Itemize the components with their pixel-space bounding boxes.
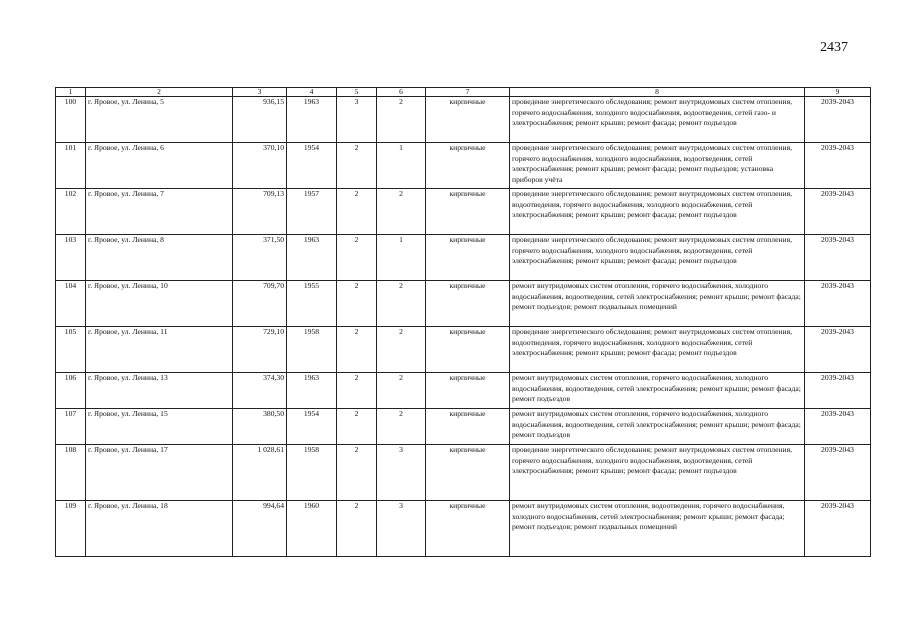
works-cell: проведение энергетического обследования; ремонт внутридомовых систем отопления, горячего водоснабжения, холодного водоснабжения, водоотведения, сетей газо- и электроснабжения; ремонт крыши; ремонт фасада; ремонт подъездов xyxy=(510,97,805,143)
table-row xyxy=(56,327,871,373)
entrances-cell: 2 xyxy=(377,409,426,445)
table-row xyxy=(56,235,871,281)
row-number: 104 xyxy=(56,281,86,327)
address-cell: г. Яровое, ул. Ленина, 13 xyxy=(86,373,233,409)
table-row xyxy=(56,501,871,557)
period-cell: 2039-2043 xyxy=(805,97,871,143)
row-number: 108 xyxy=(56,445,86,501)
works-cell: ремонт внутридомовых систем отопления, горячего водоснабжения, холодного водоснабжения, водоотведения, сетей электроснабжения; ремонт крыши; ремонт фасада; ремонт подъездов xyxy=(510,373,805,409)
year-cell: 1958 xyxy=(287,445,337,501)
area-cell: 1 028,61 xyxy=(233,445,287,501)
area-cell: 374,30 xyxy=(233,373,287,409)
area-cell: 371,50 xyxy=(233,235,287,281)
row-number: 109 xyxy=(56,501,86,557)
period-cell: 2039-2043 xyxy=(805,235,871,281)
material-cell: кирпичные xyxy=(426,445,510,501)
row-number: 102 xyxy=(56,189,86,235)
area-cell: 709,70 xyxy=(233,281,287,327)
address-cell: г. Яровое, ул. Ленина, 18 xyxy=(86,501,233,557)
floors-cell: 2 xyxy=(337,235,377,281)
year-cell: 1957 xyxy=(287,189,337,235)
year-cell: 1963 xyxy=(287,235,337,281)
year-cell: 1954 xyxy=(287,409,337,445)
column-header: 5 xyxy=(337,88,377,97)
row-number: 103 xyxy=(56,235,86,281)
entrances-cell: 2 xyxy=(377,189,426,235)
floors-cell: 2 xyxy=(337,143,377,189)
period-cell: 2039-2043 xyxy=(805,143,871,189)
address-cell: г. Яровое, ул. Ленина, 10 xyxy=(86,281,233,327)
column-header: 4 xyxy=(287,88,337,97)
address-cell: г. Яровое, ул. Ленина, 8 xyxy=(86,235,233,281)
row-number: 105 xyxy=(56,327,86,373)
floors-cell: 2 xyxy=(337,373,377,409)
works-cell: проведение энергетического обследования; ремонт внутридомовых систем отопления, горячего водоснабжения, холодного водоснабжения, водоотведения, сетей электроснабжения; ремонт крыши; ремонт фасада; ремонт подъездов; установка приборов учёта xyxy=(510,143,805,189)
column-header: 7 xyxy=(426,88,510,97)
column-header: 1 xyxy=(56,88,86,97)
material-cell: кирпичные xyxy=(426,97,510,143)
works-cell: ремонт внутридомовых систем отопления, водоотведения, горячего водоснабжения, холодного водоснабжения, сетей электроснабжения; ремонт крыши; ремонт фасада; ремонт подъездов; ремонт подвальных помещений xyxy=(510,501,805,557)
floors-cell: 3 xyxy=(337,97,377,143)
year-cell: 1963 xyxy=(287,373,337,409)
period-cell: 2039-2043 xyxy=(805,501,871,557)
entrances-cell: 2 xyxy=(377,97,426,143)
column-header: 3 xyxy=(233,88,287,97)
table-row xyxy=(56,445,871,501)
row-number: 100 xyxy=(56,97,86,143)
floors-cell: 2 xyxy=(337,281,377,327)
area-cell: 380,50 xyxy=(233,409,287,445)
table-row xyxy=(56,409,871,445)
area-cell: 936,15 xyxy=(233,97,287,143)
material-cell: кирпичные xyxy=(426,235,510,281)
year-cell: 1963 xyxy=(287,97,337,143)
period-cell: 2039-2043 xyxy=(805,327,871,373)
material-cell: кирпичные xyxy=(426,281,510,327)
period-cell: 2039-2043 xyxy=(805,409,871,445)
area-cell: 994,64 xyxy=(233,501,287,557)
works-cell: ремонт внутридомовых систем отопления, горячего водоснабжения, холодного водоснабжения, водоотведения, сетей электроснабжения; ремонт крыши; ремонт фасада; ремонт подъездов xyxy=(510,409,805,445)
works-cell: проведение энергетического обследования; ремонт внутридомовых систем отопления, водоотведения, горячего водоснабжения, холодного водоснабжения, сетей электроснабжения; ремонт крыши; ремонт фасада; ремонт подъездов xyxy=(510,189,805,235)
row-number: 107 xyxy=(56,409,86,445)
period-cell: 2039-2043 xyxy=(805,445,871,501)
area-cell: 729,10 xyxy=(233,327,287,373)
period-cell: 2039-2043 xyxy=(805,189,871,235)
table-row xyxy=(56,373,871,409)
year-cell: 1955 xyxy=(287,281,337,327)
year-cell: 1960 xyxy=(287,501,337,557)
area-cell: 709,13 xyxy=(233,189,287,235)
entrances-cell: 2 xyxy=(377,281,426,327)
material-cell: кирпичные xyxy=(426,189,510,235)
table-row xyxy=(56,189,871,235)
column-header: 2 xyxy=(86,88,233,97)
address-cell: г. Яровое, ул. Ленина, 15 xyxy=(86,409,233,445)
floors-cell: 2 xyxy=(337,501,377,557)
material-cell: кирпичные xyxy=(426,501,510,557)
works-cell: проведение энергетического обследования; ремонт внутридомовых систем отопления, водоотведения, горячего водоснабжения, холодного водоснабжения, сетей электроснабжения; ремонт крыши; ремонт фасада; ремонт подъездов xyxy=(510,327,805,373)
entrances-cell: 2 xyxy=(377,373,426,409)
floors-cell: 2 xyxy=(337,409,377,445)
address-cell: г. Яровое, ул. Ленина, 5 xyxy=(86,97,233,143)
page-number: 2437 xyxy=(820,40,848,55)
year-cell: 1954 xyxy=(287,143,337,189)
floors-cell: 2 xyxy=(337,189,377,235)
row-number: 106 xyxy=(56,373,86,409)
floors-cell: 2 xyxy=(337,445,377,501)
year-cell: 1958 xyxy=(287,327,337,373)
table-row xyxy=(56,281,871,327)
works-cell: проведение энергетического обследования; ремонт внутридомовых систем отопления, горячего водоснабжения, холодного водоснабжения, водоотведения, сетей электроснабжения; ремонт крыши; ремонт фасада; ремонт подъездов xyxy=(510,235,805,281)
table-row xyxy=(56,97,871,143)
works-cell: проведение энергетического обследования; ремонт внутридомовых систем отопления, горячего водоснабжения, холодного водоснабжения, водоотведения, сетей электроснабжения; ремонт крыши; ремонт фасада; ремонт подъездов xyxy=(510,445,805,501)
table-row xyxy=(56,143,871,189)
material-cell: кирпичные xyxy=(426,143,510,189)
material-cell: кирпичные xyxy=(426,327,510,373)
address-cell: г. Яровое, ул. Ленина, 11 xyxy=(86,327,233,373)
material-cell: кирпичные xyxy=(426,409,510,445)
address-cell: г. Яровое, ул. Ленина, 17 xyxy=(86,445,233,501)
entrances-cell: 1 xyxy=(377,143,426,189)
entrances-cell: 1 xyxy=(377,235,426,281)
buildings-table xyxy=(55,87,871,557)
floors-cell: 2 xyxy=(337,327,377,373)
period-cell: 2039-2043 xyxy=(805,281,871,327)
address-cell: г. Яровое, ул. Ленина, 6 xyxy=(86,143,233,189)
row-number: 101 xyxy=(56,143,86,189)
column-number-row xyxy=(56,88,871,97)
address-cell: г. Яровое, ул. Ленина, 7 xyxy=(86,189,233,235)
period-cell: 2039-2043 xyxy=(805,373,871,409)
material-cell: кирпичные xyxy=(426,373,510,409)
entrances-cell: 3 xyxy=(377,501,426,557)
area-cell: 370,10 xyxy=(233,143,287,189)
column-header: 6 xyxy=(377,88,426,97)
entrances-cell: 3 xyxy=(377,445,426,501)
column-header: 8 xyxy=(510,88,805,97)
column-header: 9 xyxy=(805,88,871,97)
works-cell: ремонт внутридомовых систем отопления, горячего водоснабжения, холодного водоснабжения, водоотведения, сетей электроснабжения; ремонт крыши; ремонт фасада; ремонт подъездов; ремонт подвальных помещений xyxy=(510,281,805,327)
entrances-cell: 2 xyxy=(377,327,426,373)
